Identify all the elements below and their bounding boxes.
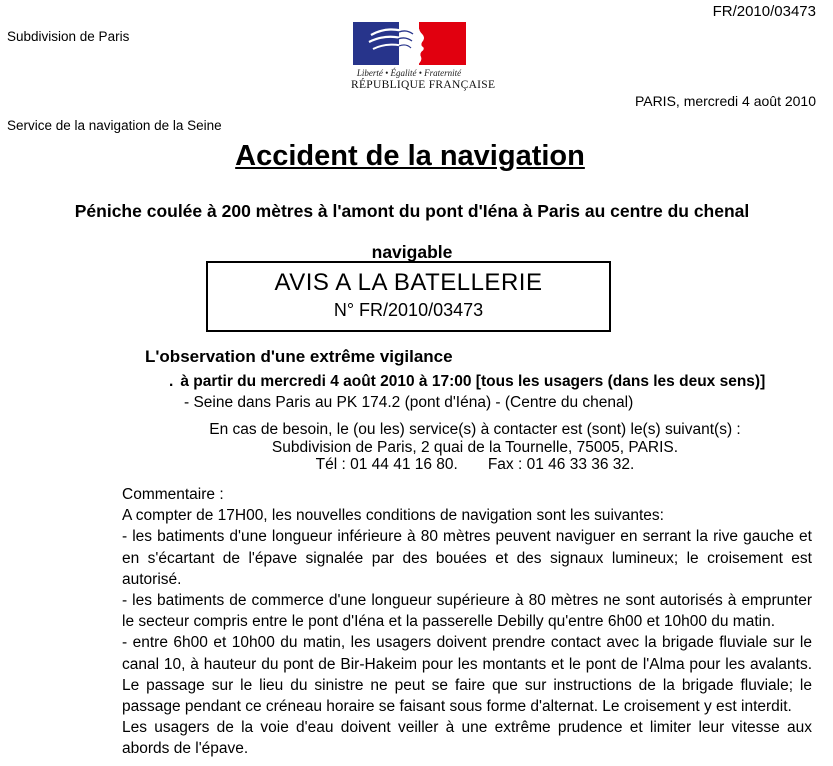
contact-tel-fax-line — [130, 456, 820, 474]
logo-motto: Liberté • Égalité • Fraternité — [356, 68, 462, 78]
contact-block — [130, 421, 820, 474]
bullet-marker: . — [169, 373, 174, 390]
commentary-paragraph: - entre 6h00 et 10h00 du matin, les usagers doivent prendre contact avec la brigade fluviale sur le canal 10, à hauteur du pont de Bir-Hakeim pour les montants et le pont de l'Alma pour les avalants. Le passage sur le lieu du sinistre ne peut se faire que sur instructions de la brigade fluviale; le passage pendant ce créneau horaire se faisant sous forme d'alternat. Le croisement y est interdit. — [122, 634, 812, 716]
logo-republic-name: RÉPUBLIQUE FRANÇAISE — [351, 79, 496, 91]
service-label: Service de la navigation de la Seine — [7, 118, 222, 133]
contact-fax: Fax : 01 46 33 36 32. — [487, 456, 635, 473]
commentary-label: Commentaire : — [122, 486, 224, 503]
republique-francaise-logo — [351, 22, 496, 91]
commentary-paragraph: - les batiments d'une longueur inférieure à 80 mètres peuvent naviguer en serrant la rive gauche et en s'écartant de l'épave signalée par des bouées et des signaux lumineux; le croisement est autorisé. — [122, 528, 812, 588]
notice-box-number: N° FR/2010/03473 — [333, 300, 484, 320]
commentary-intro: A compter de 17H00, les nouvelles conditions de navigation sont les suivantes: — [122, 507, 664, 525]
document-reference-number: FR/2010/03473 — [712, 3, 816, 20]
commentary-paragraph: - les batiments de commerce d'une longueur supérieure à 80 mètres ne sont autorisés à emprunter le secteur compris entre le pont d'Iéna et la passerelle Debilly qu'entre 6h00 et 10h00 du matin. — [122, 592, 812, 631]
french-flag-marianne-icon — [353, 22, 466, 65]
vigilance-heading: L'observation d'une extrême vigilance — [145, 347, 453, 366]
notice-box-title: AVIS A LA BATELLERIE — [274, 269, 543, 296]
vigilance-location-line: - Seine dans Paris au PK 174.2 (pont d'Iéna) - (Centre du chenal) — [184, 394, 634, 411]
vigilance-bullet-line — [169, 373, 765, 391]
commentary-paragraph: Les usagers de la voie d'eau doivent veiller à une extrême prudence et limiter leur vitesse aux abords de l'épave. — [122, 719, 812, 758]
subdivision-label: Subdivision de Paris — [7, 29, 130, 44]
contact-telephone: Tél : 01 44 41 16 80. — [315, 456, 458, 473]
avis-batellerie-box — [206, 261, 611, 332]
document-subtitle: Péniche coulée à 200 mètres à l'amont du pont d'Iéna à Paris au centre du chenal navigable — [74, 201, 750, 262]
place-and-date: PARIS, mercredi 4 août 2010 — [634, 93, 816, 109]
commentary-section — [122, 484, 812, 760]
contact-intro: En cas de besoin, le (ou les) service(s) à contacter est (sont) le(s) suivant(s) : — [209, 421, 741, 438]
contact-address: Subdivision de Paris, 2 quai de la Tournelle, 75005, PARIS. — [271, 438, 679, 456]
document-title: Accident de la navigation — [235, 140, 585, 172]
vigilance-bullet-text: à partir du mercredi 4 août 2010 à 17:00 [tous les usagers (dans les deux sens)] — [180, 373, 766, 390]
